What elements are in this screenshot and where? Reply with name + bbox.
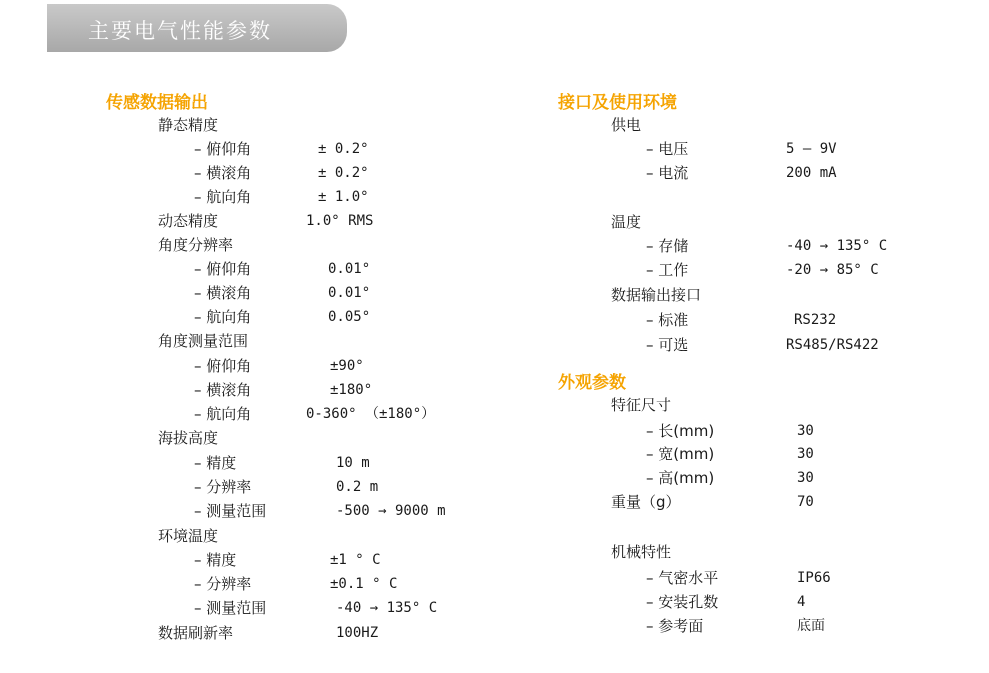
spec-label: – 测量范围: [194, 502, 267, 520]
spec-label: 动态精度: [158, 212, 219, 230]
spec-label: – 横滚角: [194, 381, 252, 399]
spec-value: -500 → 9000 m: [336, 503, 446, 519]
spec-label: 角度分辨率: [158, 236, 234, 254]
spec-label: – 参考面: [646, 617, 704, 635]
spec-label: – 气密水平: [646, 569, 719, 587]
spec-value: 30: [797, 446, 814, 462]
spec-label: – 航向角: [194, 405, 252, 423]
spec-label: – 电流: [646, 164, 689, 182]
spec-label: 静态精度: [158, 116, 219, 134]
spec-label: 环境温度: [158, 527, 219, 545]
spec-value: 0-360° （±180°）: [306, 406, 436, 422]
spec-value: ± 0.2°: [318, 165, 369, 181]
section-heading-appearance: 外观参数: [558, 373, 626, 393]
spec-value: 70: [797, 494, 814, 510]
spec-value: -40 → 135° C: [336, 600, 438, 616]
spec-label: – 横滚角: [194, 284, 252, 302]
spec-label: – 精度: [194, 454, 237, 472]
spec-value: 200 mA: [786, 165, 837, 181]
spec-label: – 航向角: [194, 188, 252, 206]
spec-value: 0.01°: [328, 261, 371, 277]
spec-value: RS485/RS422: [786, 337, 879, 353]
spec-value: 1.0° RMS: [306, 213, 374, 229]
spec-value: 0.05°: [328, 309, 371, 325]
spec-value: ±0.1 ° C: [330, 576, 398, 592]
spec-value: 10 m: [336, 455, 370, 471]
spec-value: 4: [797, 594, 806, 610]
spec-label: – 横滚角: [194, 164, 252, 182]
spec-value: ±1 ° C: [330, 552, 381, 568]
spec-value: 0.2 m: [336, 479, 379, 495]
spec-value: -20 → 85° C: [786, 262, 879, 278]
spec-label: – 工作: [646, 261, 689, 279]
spec-value: 0.01°: [328, 285, 371, 301]
spec-label: – 俯仰角: [194, 140, 252, 158]
spec-label: – 宽(mm): [646, 445, 715, 463]
spec-label: – 航向角: [194, 308, 252, 326]
spec-label: 数据刷新率: [158, 624, 234, 642]
spec-value: ±180°: [330, 382, 373, 398]
spec-label: 供电: [611, 116, 642, 134]
spec-label: 温度: [611, 213, 642, 231]
spec-label: – 长(mm): [646, 422, 715, 440]
spec-value: ± 0.2°: [318, 141, 369, 157]
spec-label: – 俯仰角: [194, 357, 252, 375]
section-heading-interface-env: 接口及使用环境: [558, 93, 677, 113]
spec-value: ±90°: [330, 358, 364, 374]
spec-label: – 精度: [194, 551, 237, 569]
spec-label: – 电压: [646, 140, 689, 158]
spec-value: 5 – 9V: [786, 141, 837, 157]
spec-label: – 标准: [646, 311, 689, 329]
spec-label: 重量（g）: [611, 493, 681, 511]
spec-value: 100HZ: [336, 625, 379, 641]
spec-value: RS232: [794, 312, 837, 328]
spec-label: – 俯仰角: [194, 260, 252, 278]
spec-value: 30: [797, 423, 814, 439]
spec-label: 数据输出接口: [611, 286, 702, 304]
spec-label: 海拔高度: [158, 429, 219, 447]
spec-label: 角度测量范围: [158, 332, 249, 350]
spec-label: 特征尺寸: [611, 396, 672, 414]
page-title: 主要电气性能参数: [88, 19, 272, 43]
spec-label: – 分辨率: [194, 478, 252, 496]
spec-label: – 安装孔数: [646, 593, 719, 611]
spec-label: – 高(mm): [646, 469, 715, 487]
spec-value: ± 1.0°: [318, 189, 369, 205]
spec-label: – 可选: [646, 336, 689, 354]
spec-value: IP66: [797, 570, 831, 586]
spec-label: – 测量范围: [194, 599, 267, 617]
spec-value: 底面: [797, 618, 825, 634]
spec-value: -40 → 135° C: [786, 238, 888, 254]
spec-label: – 分辨率: [194, 575, 252, 593]
spec-value: 30: [797, 470, 814, 486]
section-heading-sensor-output: 传感数据输出: [106, 93, 208, 113]
spec-label: 机械特性: [611, 543, 672, 561]
spec-label: – 存储: [646, 237, 689, 255]
